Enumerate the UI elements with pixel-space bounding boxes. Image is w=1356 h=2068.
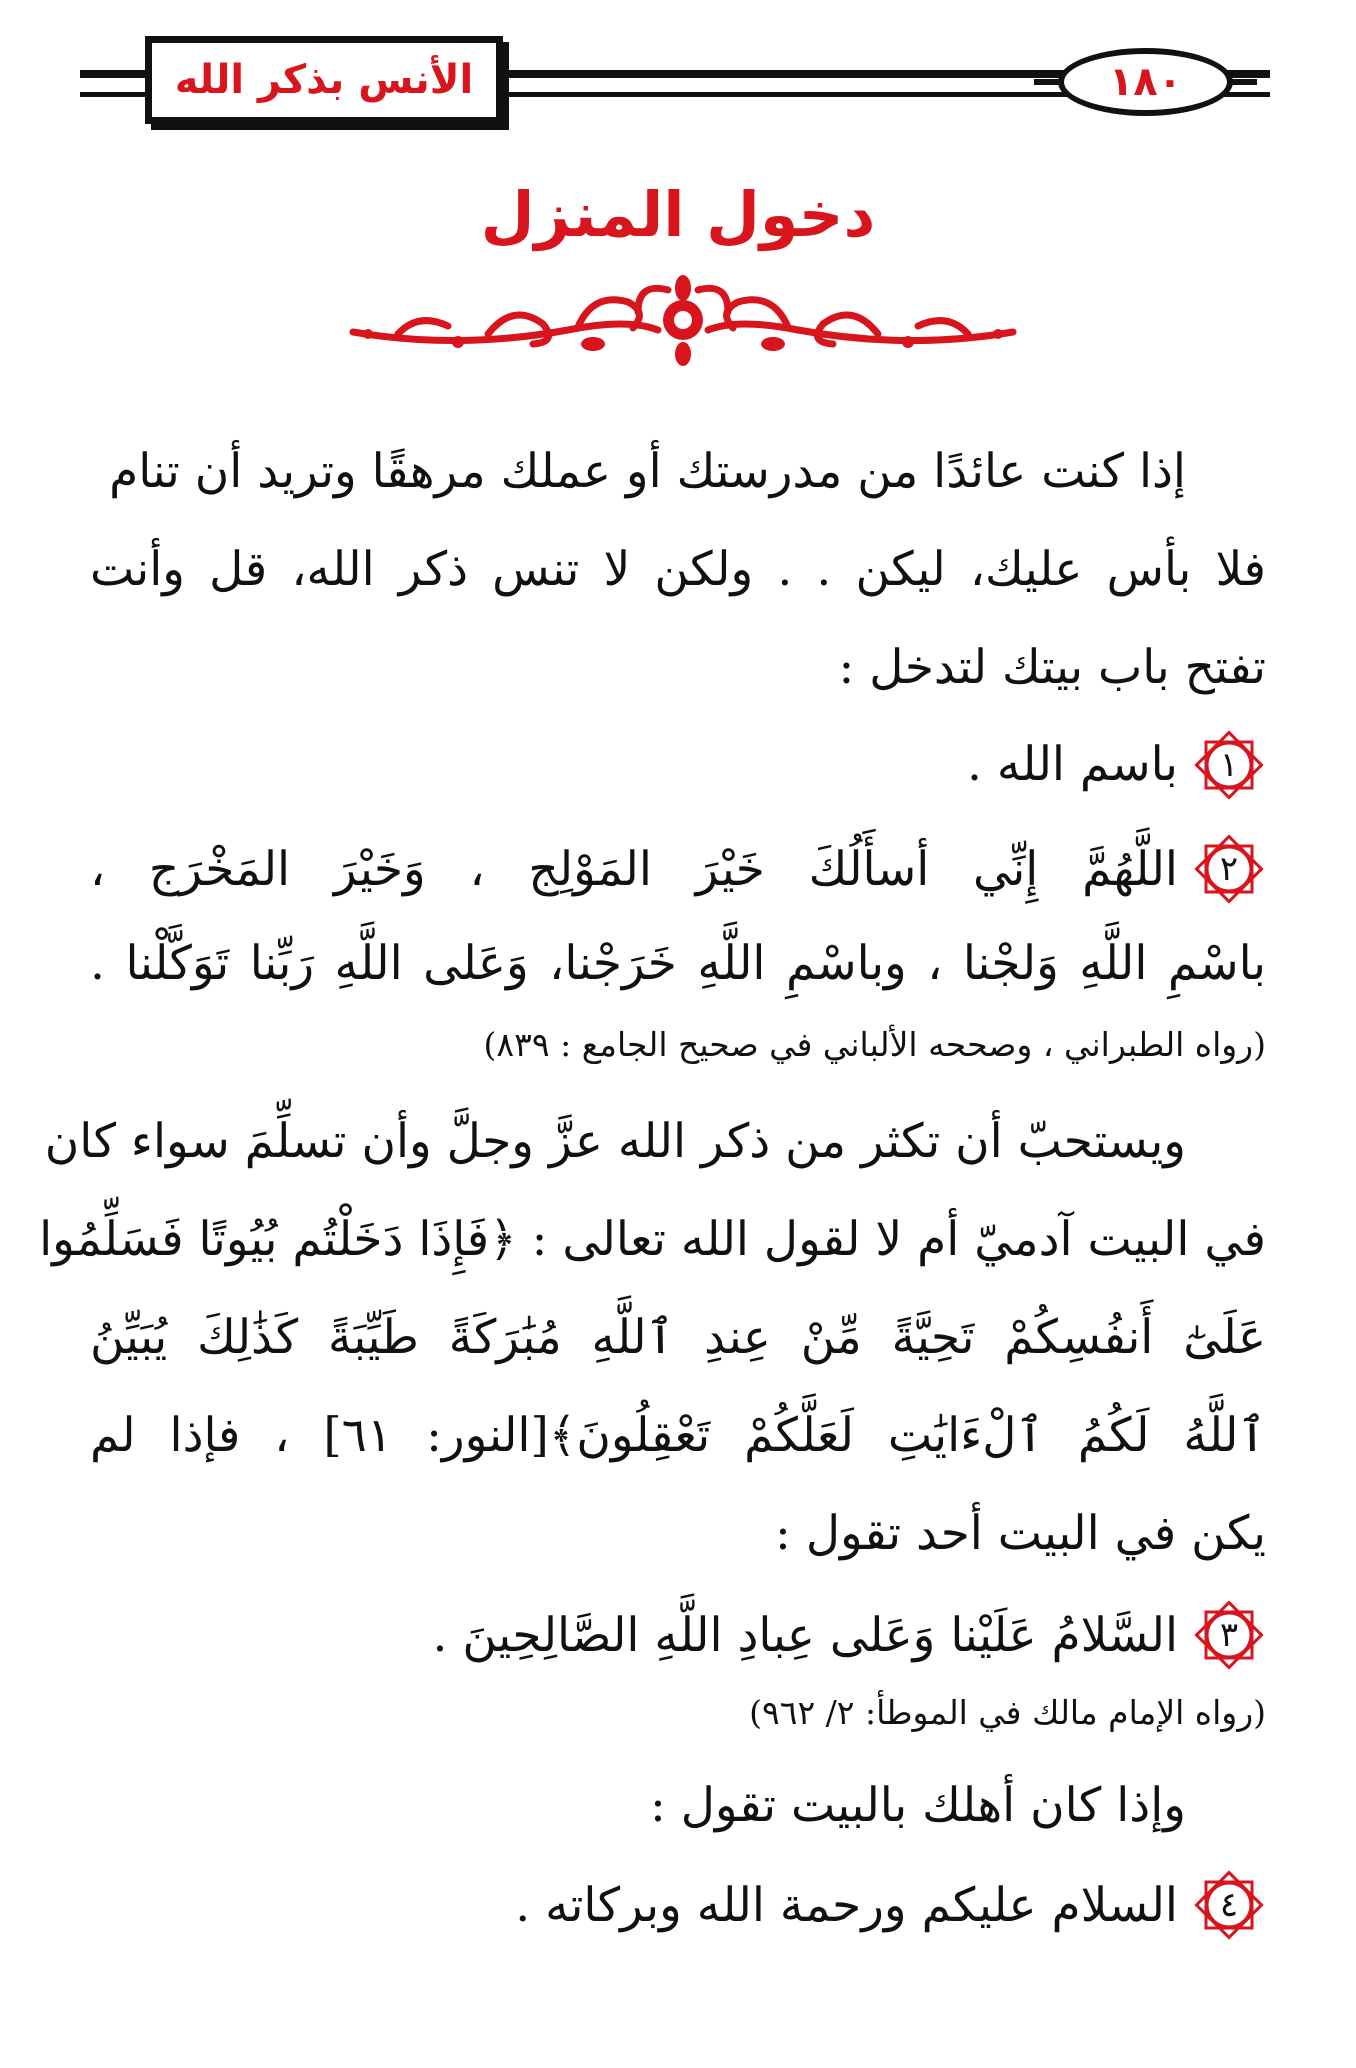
paragraph-2-line-3: عَلَىٰٓ أَنفُسِكُمْ تَحِيَّةً مِّنْ عِندِ ٱللَّهِ مُبَٰرَكَةً طَيِّبَةً كَذَٰلِكَ يُبَيِّنُ [90,1310,1266,1365]
item-badge-1 [1192,728,1266,802]
decorative-ornament-icon [338,272,1028,368]
item-3-text: السَّلامُ عَلَيْنا وَعَلى عِبادِ اللَّهِ الصَّالِحِينَ . [432,1608,1178,1663]
item-number-4: ٤ [1219,1885,1239,1925]
source-note-2: (رواه الإمام مالك في الموطأ: ٢/ ٩٦٢) [749,1693,1266,1732]
item-number-2: ٢ [1219,849,1239,889]
item-number-1: ١ [1219,745,1239,785]
item-badge-3 [1192,1598,1266,1672]
source-note-1: (رواه الطبراني ، وصححه الألباني في صحيح الجامع : ٨٣٩) [483,1025,1266,1064]
page-number: ١٨٠ [1058,48,1233,116]
item-1-text: باسم الله . [966,737,1178,792]
paragraph-3: وإذا كان أهلك بالبيت تقول : [649,1778,1186,1833]
paragraph-2-line-5: يكن في البيت أحد تقول : [775,1506,1266,1561]
item-badge-2 [1192,832,1266,906]
item-2-line-1: اللَّهُمَّ إِنِّي أسأَلُكَ خَيْرَ المَوْلِج ، وَخَيْرَ المَخْرَج ، [90,842,1178,897]
running-title: الأنس بذكر الله [145,36,503,124]
item-4-text: السلام عليكم ورحمة الله وبركاته . [515,1878,1178,1933]
item-2-line-2: باسْمِ اللَّهِ وَلجْنا ، وباسْمِ اللَّهِ خَرَجْنا، وَعَلى اللَّهِ رَبِّنا تَوَكَّلْنا . [90,936,1266,991]
intro-line-1: إذا كنت عائدًا من مدرستك أو عملك مرهقًا وتريد أن تنام [109,444,1186,499]
section-title: دخول المنزل [480,178,876,251]
intro-line-3: تفتح باب بيتك لتدخل : [838,640,1266,695]
intro-line-2: فلا بأس عليك، ليكن . . ولكن لا تنس ذكر الله، قل وأنت [90,542,1266,597]
paragraph-2-line-1: ويستحبّ أن تكثر من ذكر الله عزَّ وجلَّ وأن تسلِّمَ سواء كان [44,1114,1186,1169]
item-badge-4 [1192,1868,1266,1942]
paragraph-2-line-2: في البيت آدميّ أم لا لقول الله تعالى : ﴿فَإِذَا دَخَلْتُم بُيُوتًا فَسَلِّمُوا [39,1212,1266,1267]
item-number-3: ٣ [1219,1615,1239,1655]
paragraph-2-line-4: ٱللَّهُ لَكُمُ ٱلْءَايَٰتِ لَعَلَّكُمْ تَعْقِلُونَ﴾[النور: ٦١] ، فإذا لم [90,1408,1266,1463]
